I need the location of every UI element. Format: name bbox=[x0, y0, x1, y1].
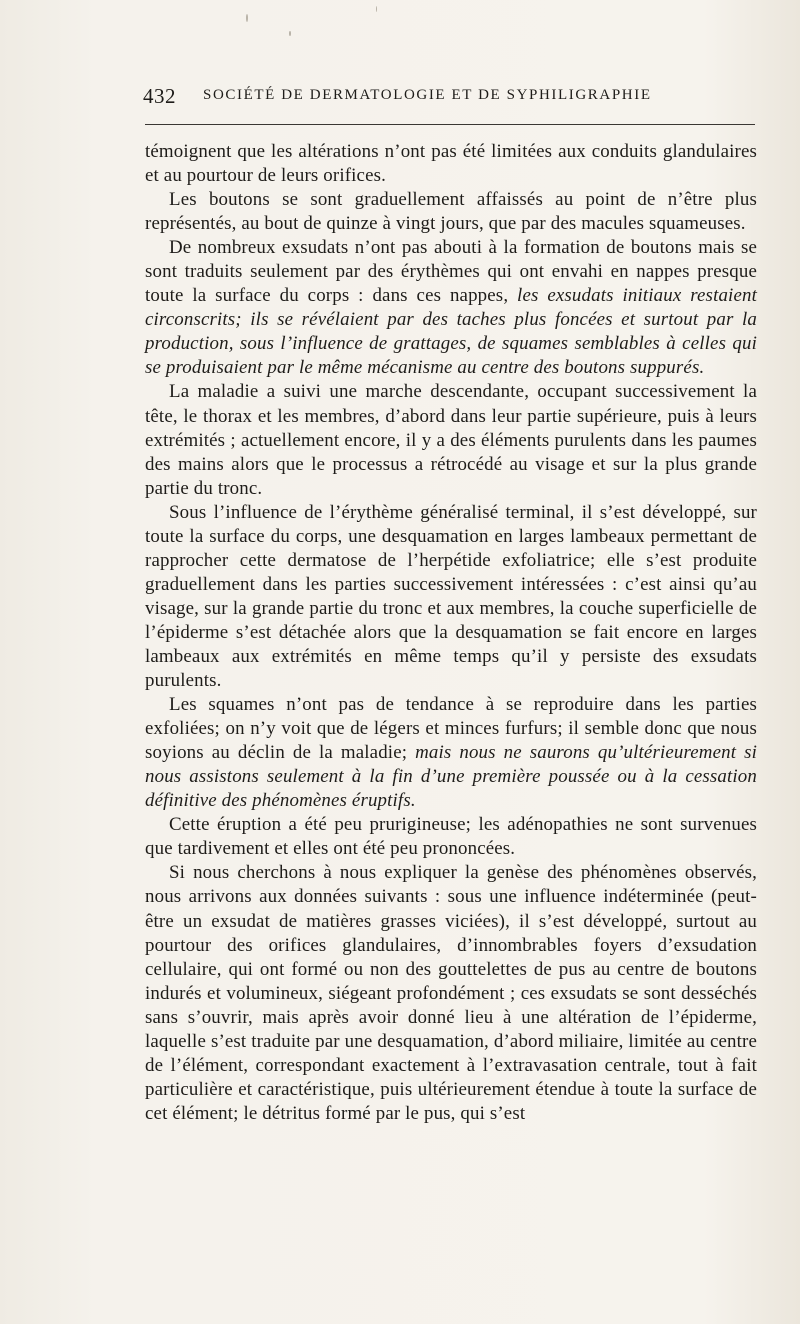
paragraph bbox=[145, 813, 757, 861]
italic-text-run: les exsudats initiaux restaient circonscrits; ils se révélaient par des taches plus foncées et surtout par la production, sous l’influence de grattages, de squames semblables à celles qui se produisaient par le même mécanisme au centre des boutons suppurés. bbox=[145, 285, 757, 379]
paper-speck bbox=[376, 6, 377, 12]
text-run: De nombreux exsudats n’ont pas abouti à la formation de boutons mais se sont traduits seulement par des érythèmes qui ont envahi en nappes presque toute la surface du corps : dans ces nappes, bbox=[145, 237, 757, 307]
paragraph bbox=[145, 501, 757, 693]
running-title: SOCIÉTÉ DE DERMATOLOGIE ET DE SYPHILIGRAPHIE bbox=[203, 87, 652, 103]
text-run: témoignent que les altérations n’ont pas été limitées aux conduits glandulaires et au pourtour de leurs orifices. bbox=[145, 141, 757, 187]
page-header bbox=[143, 84, 755, 114]
paper-speck bbox=[246, 14, 248, 22]
text-run: Si nous cherchons à nous expliquer la genèse des phénomènes observés, nous arrivons aux données suivants : sous une influence indéterminée (peut-être un exsudat de matières grasses viciées), il s’est développé, surtout au pourtour des orifices glandulaires, d’innombrables foyers d’exsudation cellulaire, qui ont formé ou non des gouttelettes de pus au centre de boutons indurés et volumineux, siégeant profondément ; ces exsudats se sont desséchés sans s’ouvrir, mais après avoir donné lieu à une altération de l’épiderme, laquelle s’est traduite par une desquamation, d’abord miliaire, limitée au centre de l’élément, correspondant exactement à l’extravasation centrale, tout à fait particulière et caractéristique, puis ultérieurement étendue à toute la surface de cet élément; le détritus formé par le pus, qui s’est bbox=[145, 862, 757, 1124]
header-rule bbox=[145, 124, 755, 125]
paragraph bbox=[145, 188, 757, 236]
text-run: Sous l’influence de l’érythème généralisé terminal, il s’est développé, sur toute la surface du corps, une desquamation en larges lambeaux permettant de rapprocher cette dermatose de l’herpétide exfoliatrice; elle s’est produite graduellement dans les parties successivement intéressées : c’est ainsi qu’au visage, sur la grande partie du tronc et aux membres, la couche superficielle de l’épiderme s’est détachée alors que la desquamation se fait encore en larges lambeaux aux extrémités en même temps qu’il y persiste des exsudats purulents. bbox=[145, 501, 757, 692]
body-text bbox=[145, 140, 757, 1126]
text-run: Les squames n’ont pas de tendance à se reproduire dans les parties exfoliées; on n’y voit que de légers et minces furfurs; il semble donc que nous soyions au déclin de la maladie; bbox=[145, 694, 757, 764]
text-run: La maladie a suivi une marche descendante, occupant successivement la tête, le thorax et les membres, d’abord dans leur partie supérieure, puis à leurs extrémités ; actuellement encore, il y a des éléments purulents dans les paumes des mains alors que le processus a rétrocédé au visage et sur la plus grande partie du tronc. bbox=[145, 381, 757, 499]
paper-speck bbox=[289, 31, 291, 36]
paragraph bbox=[145, 236, 757, 380]
italic-text-run: mais nous ne saurons qu’ultérieurement si nous assistons seulement à la fin d’une première poussée ou à la cessation définitive des phénomènes éruptifs. bbox=[145, 742, 757, 812]
text-run: Les boutons se sont graduellement affaissés au point de n’être plus représentés, au bout de quinze à vingt jours, que par des macules squameuses. bbox=[145, 189, 757, 235]
paragraph-continuation bbox=[145, 140, 757, 188]
page-number: 432 bbox=[143, 84, 176, 108]
paragraph bbox=[145, 380, 757, 500]
paragraph bbox=[145, 693, 757, 813]
text-run: Cette éruption a été peu prurigineuse; les adénopathies ne sont survenues que tardivement et elles ont été peu prononcées. bbox=[145, 814, 757, 860]
paragraph bbox=[145, 861, 757, 1126]
